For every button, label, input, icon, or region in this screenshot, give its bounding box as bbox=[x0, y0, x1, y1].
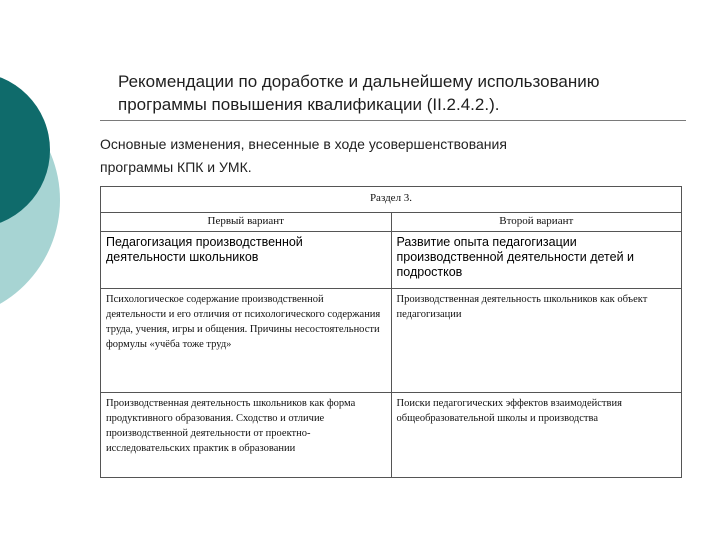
column-header-first: Первый вариант bbox=[101, 213, 392, 232]
section-header: Раздел 3. bbox=[101, 187, 682, 213]
title-divider bbox=[100, 120, 686, 121]
decorative-circles bbox=[0, 0, 100, 540]
table-cell: Педагогизация производственной деятельности школьников bbox=[101, 232, 392, 289]
title-line-1: Рекомендации по доработке и дальнейшему использованию bbox=[118, 72, 600, 91]
slide-title bbox=[118, 70, 698, 116]
table-cell: Развитие опыта педагогизации производственной деятельности детей и подростков bbox=[391, 232, 682, 289]
title-line-2: программы повышения квалификации (II.2.4.2.). bbox=[118, 95, 500, 114]
table-cell: Поиски педагогических эффектов взаимодействия общеобразовательной школы и производства bbox=[391, 393, 682, 478]
table-cell: Производственная деятельность школьников как форма продуктивного образования. Сходство и отличие производственной деятельности от проектно-исследовательских практик в образовании bbox=[101, 393, 392, 478]
table-cell: Психологическое содержание производственной деятельности и его отличия от психологического содержания труда, учения, игры и общения. Причины несостоятельности формулы «учёба тоже труд» bbox=[101, 289, 392, 393]
subtitle-line-2: программы КПК и УМК. bbox=[100, 159, 252, 175]
table-cell: Производственная деятельность школьников как объект педагогизации bbox=[391, 289, 682, 393]
comparison-table bbox=[100, 186, 682, 478]
column-header-second: Второй вариант bbox=[391, 213, 682, 232]
slide-subtitle bbox=[100, 133, 700, 179]
subtitle-line-1: Основные изменения, внесенные в ходе усовершенствования bbox=[100, 136, 507, 152]
